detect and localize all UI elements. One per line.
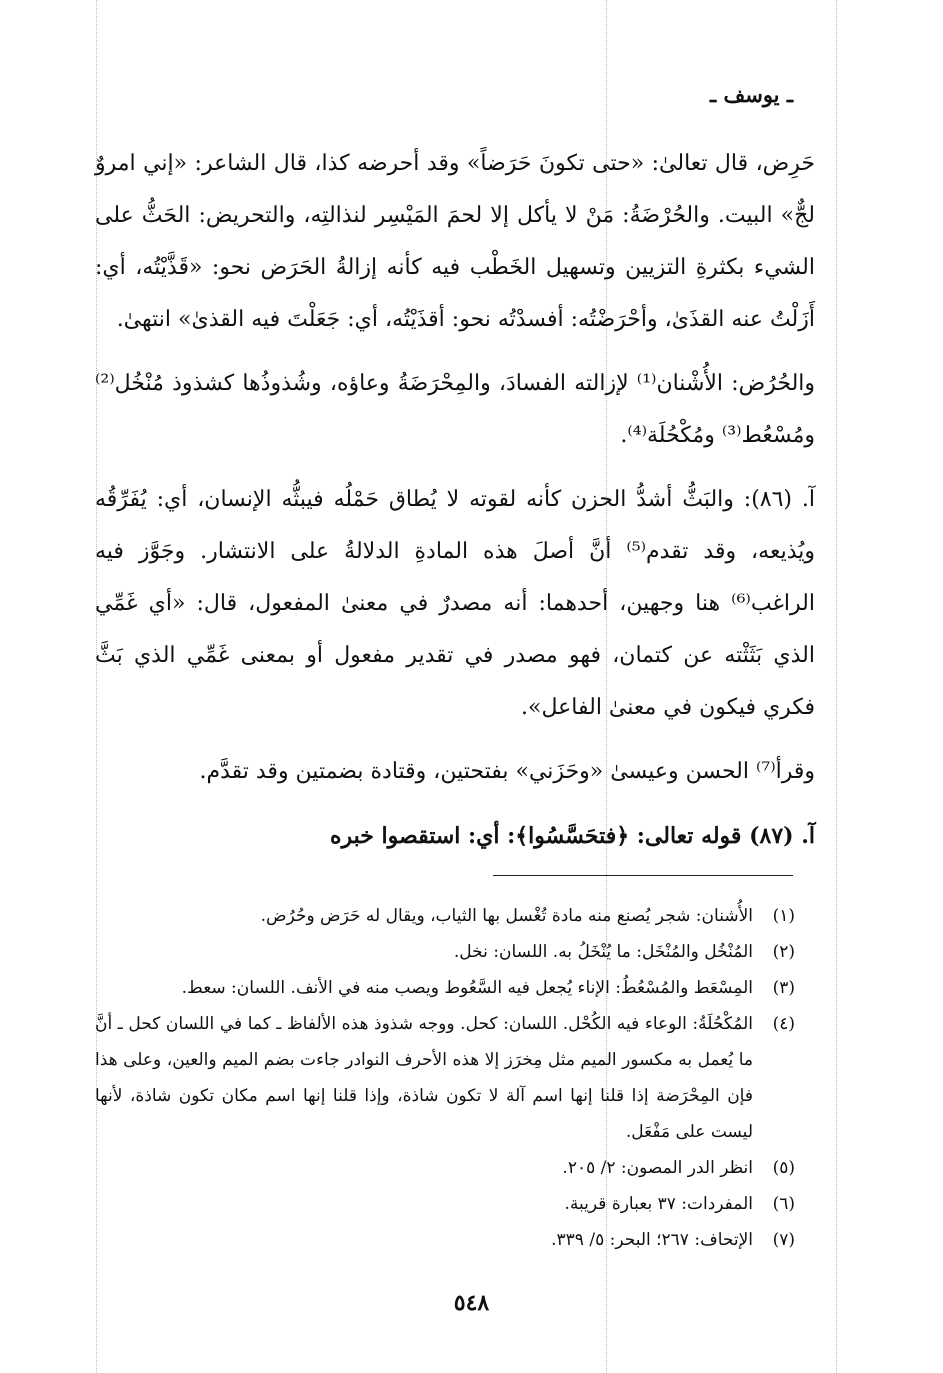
footnote — [95, 1222, 795, 1258]
footnote-number: (٥) — [772, 1158, 795, 1178]
paragraph: آ. (٨٧) قوله تعالى: ﴿فتحَسَّسُوا﴾: أي: استقصوا خبره — [329, 823, 815, 849]
footnote — [95, 970, 795, 1006]
footnote-text: انظر الدر المصون: ٢/ ٢٠٥. — [562, 1158, 753, 1178]
footnote-number: (٣) — [772, 978, 795, 998]
footnotes — [95, 898, 795, 1258]
footnote-number: (٧) — [772, 1230, 795, 1250]
footnote — [95, 898, 795, 934]
footnote-number: (١) — [772, 906, 795, 926]
footnote-text: المُكْحُلَةُ: الوعاء فيه الكُحْل. اللسان: كحل. ووجه شذوذ هذه الألفاظ ـ كما في اللسان كحل ـ أنَّ ما يُعمل به مكسور الميم مثل مِخرَز إلا هذه الأحرف النوادر جاءت بضم الميم والعين، وعلى هذا فإن المِحْرَضة إذا قلنا إنها اسم آلة لا تكون شاذة، وإذا قلنا إنها اسم مكان تكون شاذة، لأنها ليست على مَفْعَل. — [95, 1014, 753, 1142]
paragraph: حَرِض، قال تعالىٰ: «حتى تكونَ حَرَضاً» وقد أحرضه كذا، قال الشاعر: «إني امروٌ لجٌّ» البيت. والحُرْضَةُ: مَنْ لا يأكل إلا لحمَ المَيْسِر لنذالتِه، والتحريض: الحَثُّ على الشيء بكثرةِ التزيين وتسهيل الخَطْب فيه كأنه إزالةُ الحَرَض نحو: «قَذَّيْتُه، أي: أَزَلْتُ عنه القذَىٰ، وأحْرَضْتُه: أفسدْتُه نحو: أقذَيْتُه، أي: جَعَلْتَ فيه القذىٰ» انتهىٰ. — [95, 151, 815, 332]
footnote-text: المُنْخُل والمُنْخَل: ما يُنْخَلُ به. اللسان: نخل. — [453, 942, 753, 962]
footnote-number: (٢) — [772, 942, 795, 962]
footnote — [95, 1150, 795, 1186]
paragraph: آ. (٨٦): والبَثُّ أشدُّ الحزن كأنه لقوته لا يُطاق حَمْلُه فيبثُّه الإنسان، أي: يُفَرِّقُه ويُذيعه، وقد تقدم⁽⁵⁾ أنَّ أصلَ هذه المادةِ الدلالةُ على الانتشار. وجَوَّز فيه الراغب⁽⁶⁾ هنا وجهين، أحدهما: أنه مصدرٌ في معنىٰ المفعول، قال: «أي غَمِّي الذي بَثَثْته عن كتمان، فهو مصدر في تقدير مفعول أو بمعنى غَمِّي الذي بَثَّ فكري فيكون في معنىٰ الفاعل». — [95, 487, 815, 720]
paragraph: وقرأ⁽⁷⁾ الحسن وعيسىٰ «وحَزَني» بفتحتين، وقتادة بضمتين وقد تقدَّم. — [199, 759, 815, 784]
footnote — [95, 1006, 795, 1150]
scan-guide-line — [836, 0, 837, 1373]
footnote-number: (٤) — [772, 1014, 795, 1034]
footnote — [95, 1186, 795, 1222]
paragraph: والحُرُض: الأُشْنان⁽¹⁾ لإزالته الفسادَ، والمِحْرَضَةُ وعاؤه، وشُذوذُها كشذوذ مُنْخُل⁽²⁾ ومُسْعُط⁽³⁾ ومُكْحُلَة⁽⁴⁾. — [95, 371, 816, 448]
footnote-text: الأُشنان: شجر يُصنع منه مادة تُغْسل بها الثياب، ويقال له حَرَض وحُرُض. — [260, 906, 753, 926]
footnote-text: المفردات: ٣٧ بعبارة قريبة. — [564, 1194, 753, 1214]
footnote-divider — [493, 875, 793, 876]
main-text — [95, 138, 815, 874]
footnote-text: المِسْعَط والمُسْعُطُ: الإناء يُجعل فيه السَّعُوط ويصب منه في الأنف. اللسان: سعط. — [181, 978, 753, 998]
footnote-text: الإتحاف: ٢٦٧؛ البحر: ٥/ ٣٣٩. — [551, 1230, 753, 1250]
page-number: ٥٤٨ — [453, 1290, 490, 1316]
footnote — [95, 934, 795, 970]
running-header: ـ يوسف ـ — [710, 82, 793, 107]
footnote-number: (٦) — [772, 1194, 795, 1214]
